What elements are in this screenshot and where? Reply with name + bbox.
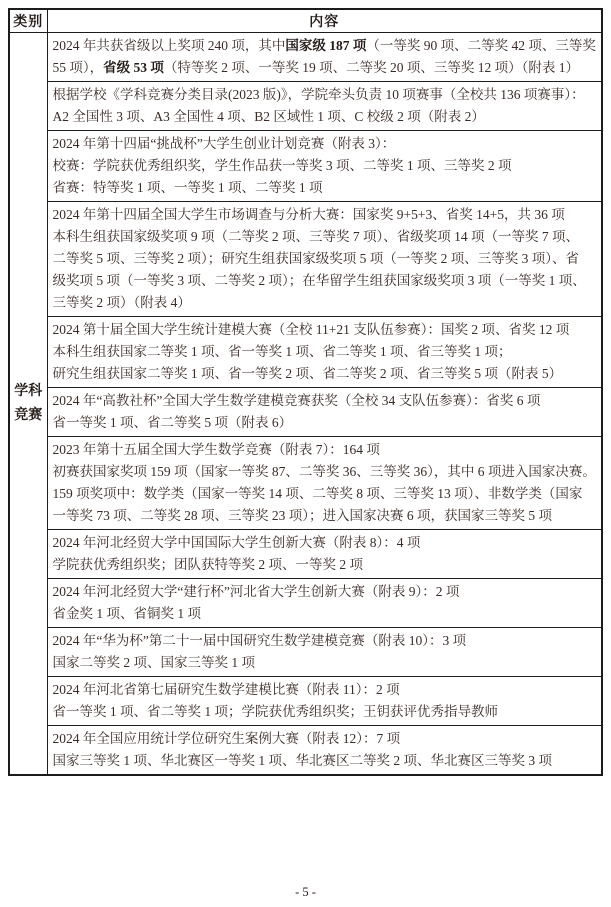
table-row [9,33,602,82]
content-line: 级奖项 5 项（一等奖 3 项、二等奖 2 项）；在华留学生组获国家级奖项 3 项（一等奖 1 项、 [52,273,586,288]
content-line: 初赛获国家奖项 159 项（国家一等奖 87、二等奖 36、三等奖 36），其中 6 项进入国家决赛。 [52,464,596,479]
content-line: 学院获优秀组织奖；团队获特等奖 2 项、一等奖 2 项 [52,557,363,572]
header-category: 类别 [9,9,47,33]
content-cell [47,726,602,776]
content-line: 2023 年第十五届全国大学生数学竞赛（附表 7）：164 项 [52,442,380,457]
content-line: 根据学校《学科竞赛分类目录(2023 版)》，学院牵头负责 10 项赛事（全校共 136 项赛事）： [52,87,585,102]
table-row [9,579,602,628]
content-line: 省赛：特等奖 1 项、一等奖 1 项、二等奖 1 项 [52,180,323,195]
content-line: 研究生组获国家二等奖 1 项、省一等奖 2 项、省二等奖 2 项、省三等奖 5 项（附表 5） [52,366,563,381]
content-line: 2024 年全国应用统计学位研究生案例大赛（附表 12）：7 项 [52,731,401,746]
content-cell [47,33,602,82]
content-cell [47,530,602,579]
content-line: 三等奖 2 项）（附表 4） [52,295,191,310]
content-line: 2024 年河北经贸大学“建行杯”河北省大学生创新大赛（附表 9）：2 项 [52,584,460,599]
content-line: 国家三等奖 1 项、华北赛区一等奖 1 项、华北赛区二等奖 2 项、华北赛区三等奖 3 项 [52,753,552,768]
content-cell [47,131,602,202]
content-line: 159 项奖项中：数学类（国家一等奖 14 项、二等奖 8 项、三等奖 13 项）、非数学类（国家 [52,486,583,501]
table-row [9,628,602,677]
content-cell [47,388,602,437]
page-number: - 5 - [295,885,316,899]
content-line: 2024 年“高教社杯”全国大学生数学建模竞赛获奖（全校 34 支队伍参赛）：省奖 6 项 [52,393,541,408]
table-header-row [9,9,602,33]
content-line: 2024 年河北省第七届研究生数学建模比赛（附表 11）：2 项 [52,682,400,697]
table-row [9,677,602,726]
content-cell [47,437,602,530]
content-line: 一等奖 73 项、二等奖 28 项、三等奖 23 项）；进入国家决赛 6 项，获国家三等奖 5 项 [52,508,552,523]
table-body [9,33,602,776]
content-line: 国家二等奖 2 项、国家三等奖 1 项 [52,655,255,670]
content-line: 2024 年第十四届“挑战杯”大学生创业计划竞赛（附表 3）： [52,136,396,151]
content-cell [47,628,602,677]
table-row [9,82,602,131]
table-row [9,530,602,579]
content-line: 省金奖 1 项、省铜奖 1 项 [52,606,201,621]
content-line: 校赛：学院获优秀组织奖，学生作品获一等奖 3 项、二等奖 1 项、三等奖 2 项 [52,158,512,173]
content-line: 2024 年第十四届全国大学生市场调查与分析大赛：国家奖 9+5+3、省奖 14+5，共 36 项 [52,207,565,222]
achievement-table [8,8,603,776]
content-line: 本科生组获国家级奖项 9 项（二等奖 2 项、三等奖 7 项）、省级奖项 14 项（一等奖 7 项、 [52,229,579,244]
content-line: 2024 年共获省级以上奖项 240 项，其中国家级 187 项（一等奖 90 项、二等奖 42 项、三等奖 [52,38,596,53]
category-label-line: 竞赛 [14,407,43,423]
table-row [9,317,602,388]
content-line: A2 全国性 3 项、A3 全国性 4 项、B2 区域性 1 项、C 校级 2 项（附表 2） [52,109,485,124]
content-line: 省一等奖 1 项、省二等奖 1 项；学院获优秀组织奖；王钥获评优秀指导教师 [52,704,498,719]
content-cell [47,677,602,726]
content-cell [47,82,602,131]
table-row [9,202,602,317]
content-line: 二等奖 5 项、三等奖 2 项）；研究生组获国家级奖项 5 项（一等奖 2 项、三等奖 3 项）、省 [52,251,579,266]
content-line: 2024 年河北经贸大学中国国际大学生创新大赛（附表 8）：4 项 [52,535,421,550]
content-cell [47,202,602,317]
content-cell [47,317,602,388]
content-line: 2024 年“华为杯”第二十一届中国研究生数学建模竞赛（附表 10）：3 项 [52,633,467,648]
header-content: 内容 [47,9,602,33]
table-row [9,726,602,776]
content-cell [47,579,602,628]
content-line: 55 项），省级 53 项（特等奖 2 项、一等奖 19 项、二等奖 20 项、三等奖 12 项）（附表 1） [52,60,579,75]
content-line: 2024 第十届全国大学生统计建模大赛（全校 11+21 支队伍参赛）：国奖 2 项、省奖 12 项 [52,322,570,337]
content-line: 本科生组获国家二等奖 1 项、省一等奖 1 项、省二等奖 1 项、省三等奖 1 项； [52,344,512,359]
table-row [9,131,602,202]
category-cell [9,33,47,776]
table-row [9,437,602,530]
category-label-line: 学科 [14,383,43,399]
content-line: 省一等奖 1 项、省二等奖 5 项（附表 6） [52,415,293,430]
table-row [9,388,602,437]
